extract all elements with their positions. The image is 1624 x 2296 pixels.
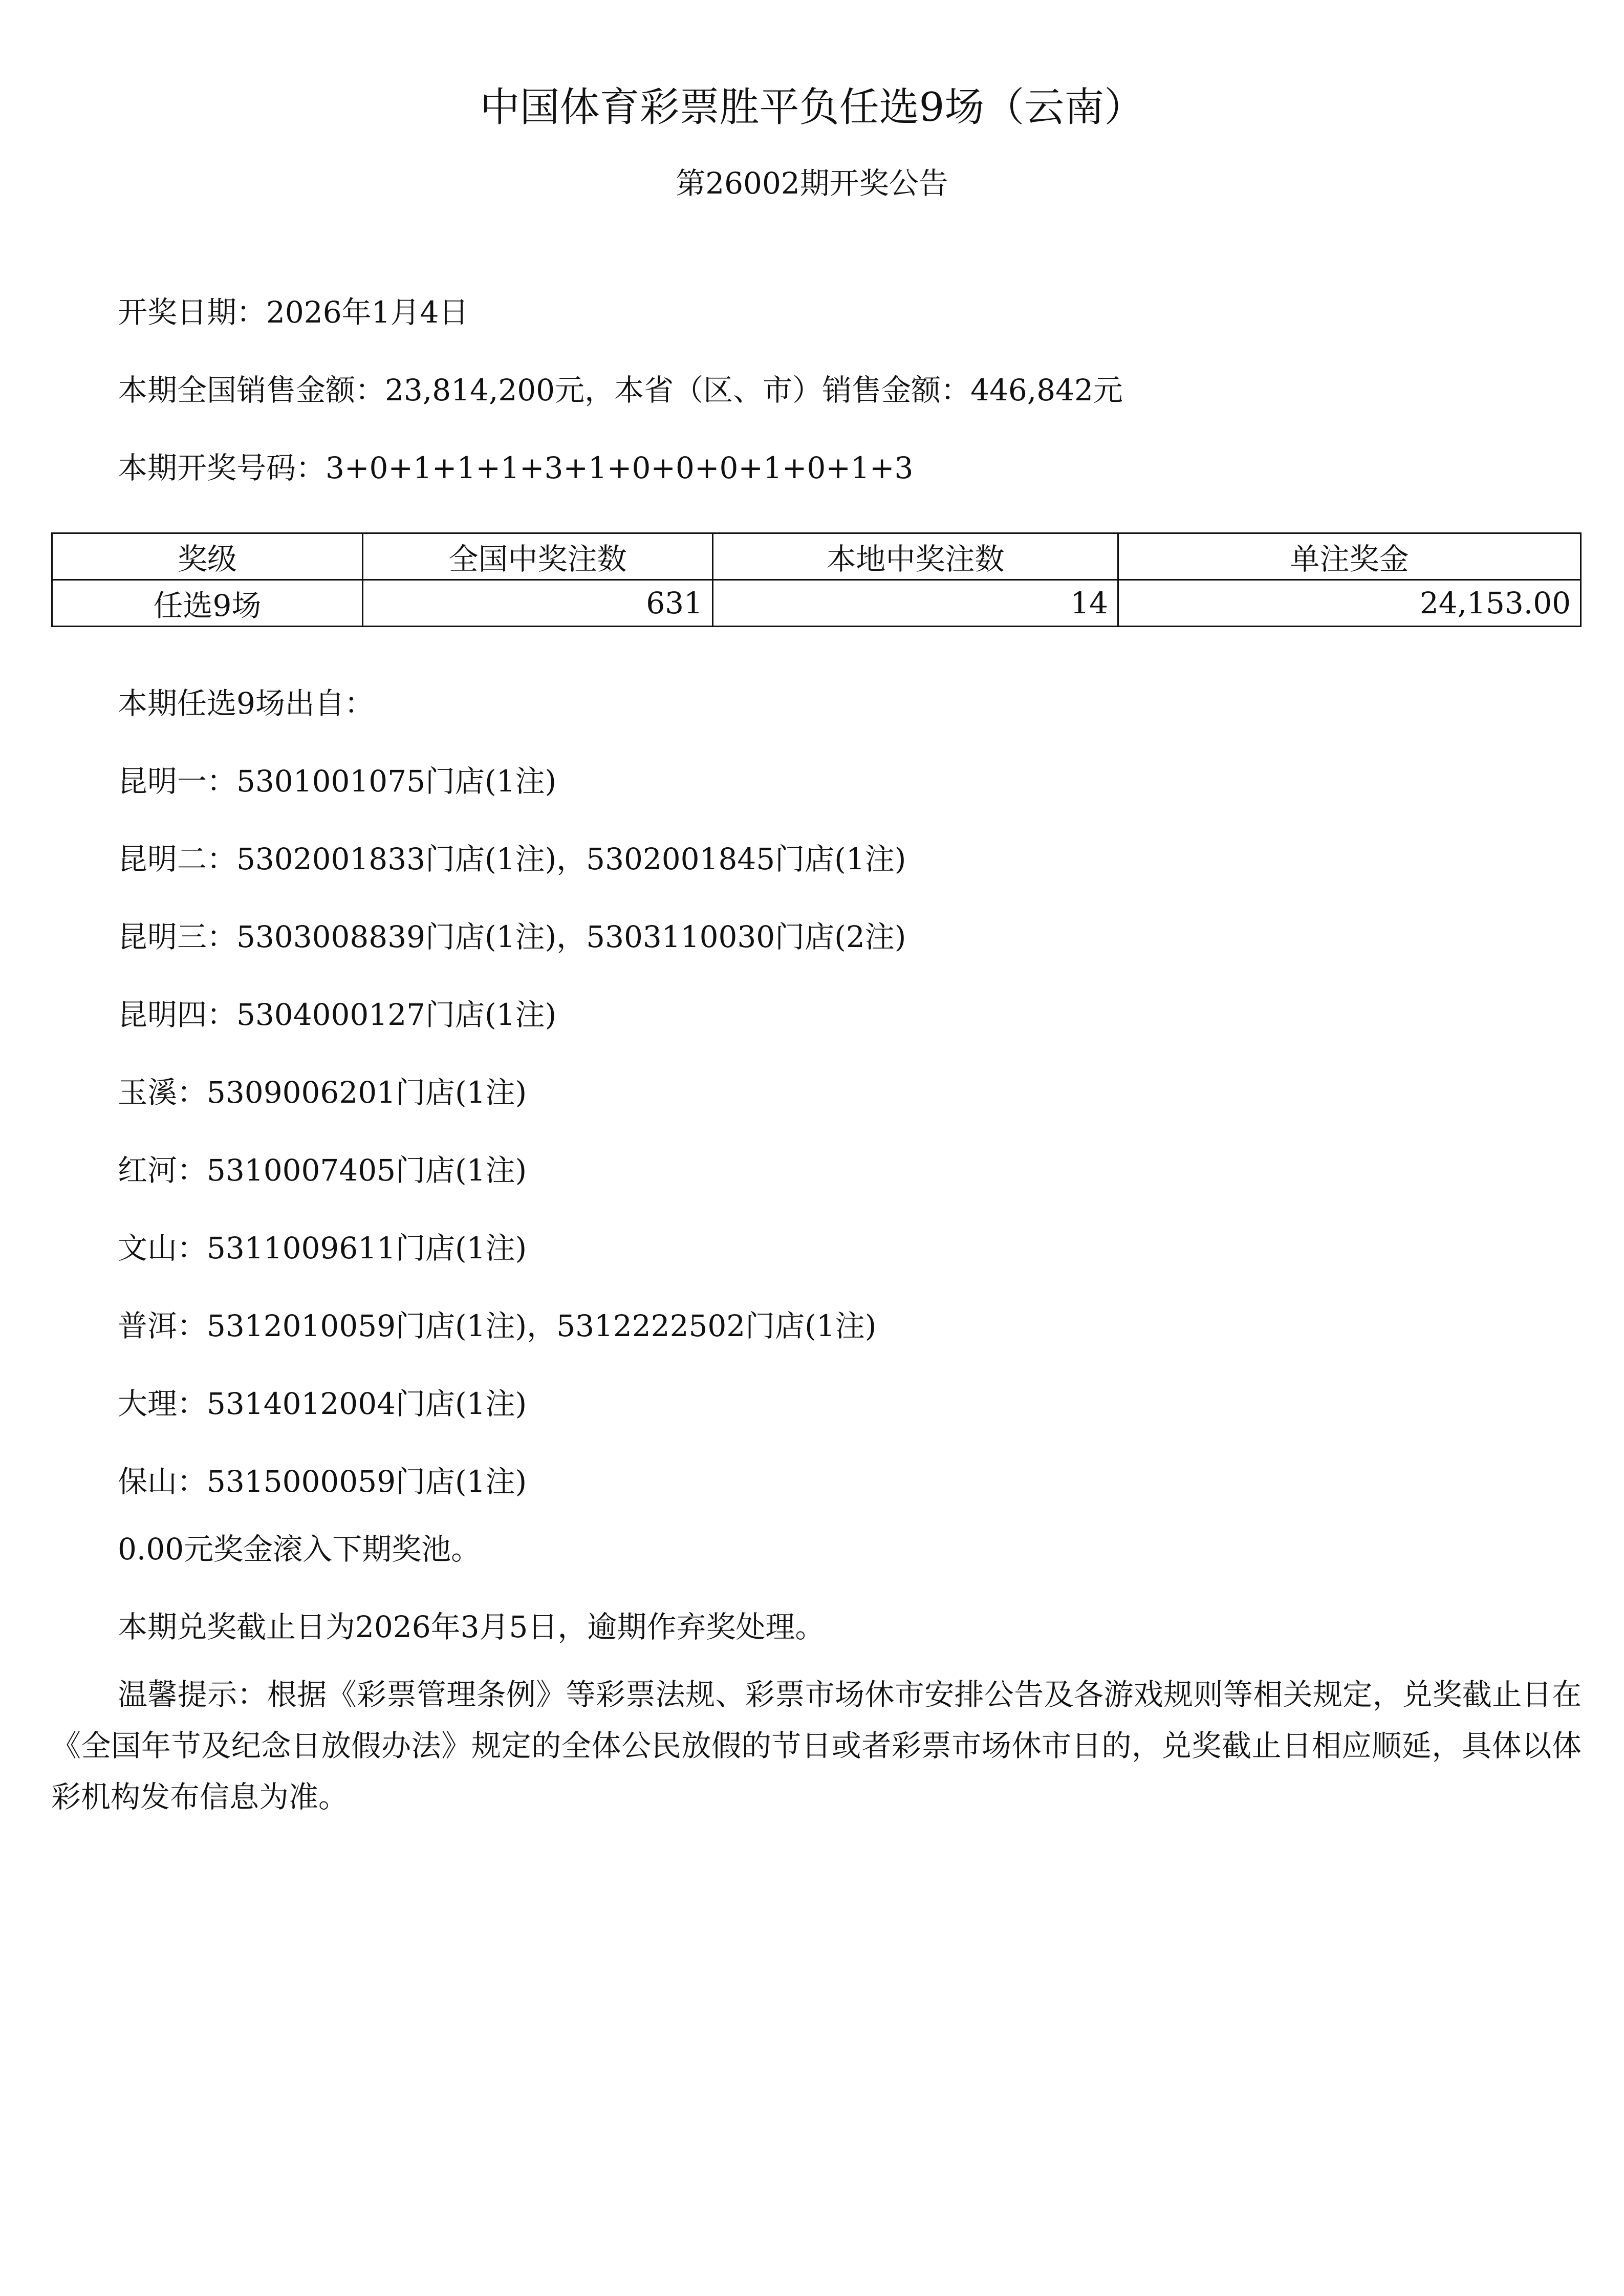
claim-deadline: 本期兑奖截止日为2026年3月5日，逾期作弃奖处理。 <box>118 1610 825 1644</box>
column-header-prize-level: 奖级 <box>52 533 363 580</box>
cell-prize-level: 任选9场 <box>52 580 363 627</box>
winner-list-item: 文山：5311009611门店(1注) <box>118 1231 527 1265</box>
winner-list-item: 昆明一：5301001075门店(1注) <box>118 764 557 799</box>
column-header-prize-amount: 单注奖金 <box>1118 533 1581 580</box>
page-title: 中国体育彩票胜平负任选9场（云南） <box>480 84 1144 131</box>
winning-numbers: 本期开奖号码：3+0+1+1+1+3+1+0+0+0+1+0+1+3 <box>118 450 914 485</box>
table-row <box>52 580 1581 627</box>
winner-list-item: 红河：5310007405门店(1注) <box>118 1153 527 1188</box>
cell-national-winners: 631 <box>363 580 713 627</box>
prize-table <box>51 532 1582 627</box>
draw-date: 开奖日期：2026年1月4日 <box>118 295 469 330</box>
table-header-row <box>52 533 1581 580</box>
cell-local-winners: 14 <box>713 580 1118 627</box>
rollover-note: 0.00元奖金滚入下期奖池。 <box>118 1532 481 1567</box>
winners-heading: 本期任选9场出自： <box>118 686 374 721</box>
winner-list-item: 昆明三：5303008839门店(1注)，5303110030门店(2注) <box>118 919 906 954</box>
winner-list-item: 昆明四：5304000127门店(1注) <box>118 997 557 1032</box>
sales-amount: 本期全国销售金额：23,814,200元，本省（区、市）销售金额：446,842元 <box>118 373 1123 407</box>
winner-list-item: 大理：5314012004门店(1注) <box>118 1386 527 1421</box>
winner-list-item: 昆明二：5302001833门店(1注)，5302001845门店(1注) <box>118 842 906 876</box>
reminder-paragraph: 温馨提示：根据《彩票管理条例》等彩票法规、彩票市场休市安排公告及各游戏规则等相关规定，兑奖截止日在《全国年节及纪念日放假办法》规定的全体公民放假的节日或者彩票市场休市日的，兑奖截止日相应顺延，具体以体彩机构发布信息为准。 <box>51 1677 1582 1814</box>
cell-prize-amount: 24,153.00 <box>1118 580 1581 627</box>
column-header-local-winners: 本地中奖注数 <box>713 533 1118 580</box>
page-subtitle: 第26002期开奖公告 <box>676 166 948 201</box>
winner-list-item: 普洱：5312010059门店(1注)，5312222502门店(1注) <box>118 1308 877 1343</box>
column-header-national-winners: 全国中奖注数 <box>363 533 713 580</box>
winner-list-item: 玉溪：5309006201门店(1注) <box>118 1075 527 1110</box>
winner-list-item: 保山：5315000059门店(1注) <box>118 1464 527 1499</box>
